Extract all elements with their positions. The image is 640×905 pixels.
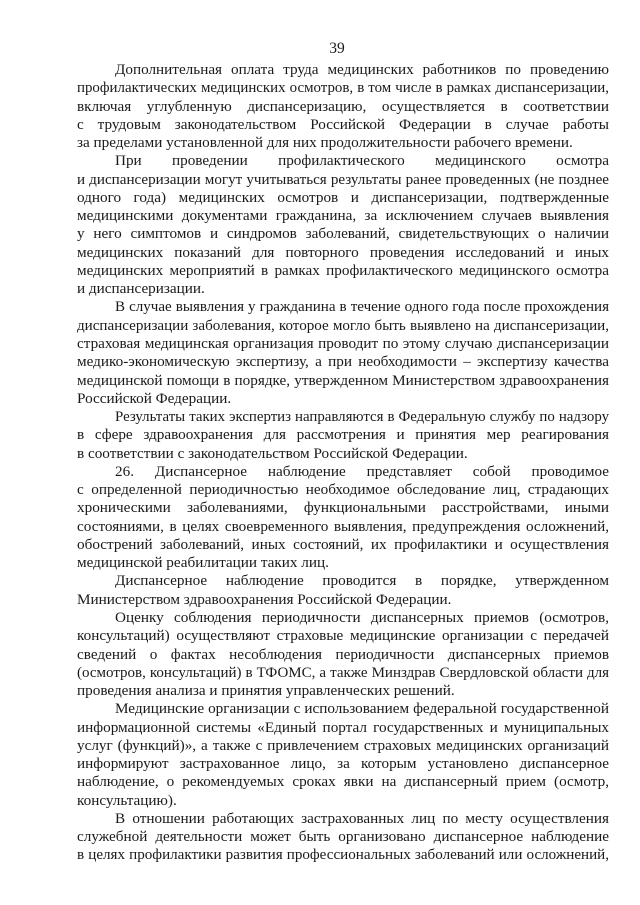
text-line: в соответствии с законодательством Российской Федерации. — [77, 444, 468, 462]
paragraph — [77, 700, 609, 810]
text-line: страховая медицинская организация проводит по этому случаю диспансеризации — [77, 334, 609, 352]
text-line: Диспансерное наблюдение проводится в порядке, утвержденном — [115, 572, 609, 590]
text-line: Результаты таких экспертиз направляются в Федеральную службу по надзору — [115, 409, 609, 426]
text-line: одного года) медицинских осмотров и диспансеризации, подтвержденные — [77, 188, 609, 206]
text-line: состояниями, в целях своевременного выявления, предупреждения осложнений, — [77, 517, 609, 535]
text-line: услуг (функций)», а также с привлечением страховых медицинских организаций — [77, 736, 609, 754]
paragraph — [77, 810, 609, 865]
text-line: медико-экономическую экспертизу, а при необходимости – экспертизу качества — [77, 353, 609, 371]
text-line: Медицинские организации с использованием федеральной государственной — [115, 700, 609, 718]
text-line: Дополнительная оплата труда медицинских работников по проведению — [115, 61, 609, 78]
text-line: в сфере здравоохранения для рассмотрения и принятия мер реагирования — [77, 426, 609, 444]
text-line: консультацию). — [77, 791, 177, 809]
paragraph — [77, 298, 609, 408]
text-line: информационной системы «Единый портал государственных и муниципальных — [77, 718, 609, 736]
text-line: консультаций) осуществляют страховые медицинские организации с передачей — [77, 627, 609, 645]
text-line: в целях профилактики развития профессиональных заболеваний или осложнений, — [77, 847, 609, 864]
text-line: медицинской реабилитации таких лиц. — [77, 554, 329, 572]
paragraph — [77, 572, 609, 609]
text-line: В отношении работающих застрахованных лиц по месту осуществления — [115, 809, 609, 827]
text-line: и диспансеризации. — [77, 280, 205, 298]
text-line: проведения анализа и принятия управленческих решений. — [77, 682, 455, 700]
paragraph — [77, 609, 609, 700]
text-line: медицинских мероприятий в рамках профилактического медицинского осмотра — [77, 261, 609, 279]
text-line: и диспансеризации могут учитываться результаты ранее проведенных (не позднее — [77, 171, 609, 188]
paragraph — [77, 408, 609, 463]
text-line: диспансеризации заболевания, которое могло быть выявлено на диспансеризации, — [77, 317, 609, 334]
text-line: При проведении профилактического медицинского осмотра — [115, 152, 609, 170]
text-line: медицинскими документами гражданина, за исключением случаев выявления — [77, 207, 609, 225]
text-line: 26. Диспансерное наблюдение представляет собой проводимое — [115, 462, 609, 480]
text-line: служебной деятельности может быть организовано диспансерное наблюдение — [77, 828, 609, 846]
text-line: обострений заболеваний, иных состояний, их профилактики и осуществления — [77, 535, 609, 553]
text-line: медицинских показаний для повторного проведения исследований и иных — [77, 243, 609, 261]
text-line: информируют застрахованное лицо, за которым установлено диспансерное — [77, 755, 609, 773]
text-line: с определенной периодичностью необходимое обследование лиц, страдающих — [77, 481, 609, 499]
page-number: 39 — [329, 40, 345, 57]
paragraph — [77, 152, 609, 298]
document-body — [77, 61, 609, 865]
text-line: наблюдение, о рекомендуемых сроках явки на диспансерный прием (осмотр, — [77, 773, 609, 791]
text-line: с трудовым законодательством Российской Федерации в случае работы — [77, 115, 609, 133]
text-line: Оценку соблюдения периодичности диспансерных приемов (осмотров, — [115, 608, 609, 626]
text-line: Министерством здравоохранения Российской Федерации. — [77, 590, 452, 608]
text-line: включая углубленную диспансеризацию, осуществляется в соответствии — [77, 97, 609, 115]
text-line: профилактических медицинских осмотров, в том числе в рамках диспансеризации, — [77, 80, 609, 97]
paragraph — [77, 61, 609, 152]
text-line: за пределами установленной для них продолжительности рабочего времени. — [77, 134, 573, 152]
text-line: у него симптомов и синдромов заболеваний, свидетельствующих о наличии — [77, 225, 609, 243]
text-line: сведений о фактах несоблюдения периодичности диспансерных приемов — [77, 645, 609, 663]
text-line: Российской Федерации. — [77, 389, 232, 407]
paragraph — [77, 463, 609, 573]
text-line: хроническими заболеваниями, функциональными расстройствами, иными — [77, 499, 609, 517]
text-line: (осмотров, консультаций) в ТФОМС, а также Минздрав Свердловской области для — [77, 664, 609, 681]
text-line: медицинской помощи в порядке, утвержденном Министерством здравоохранения — [77, 371, 609, 389]
text-line: В случае выявления у гражданина в течение одного года после прохождения — [115, 299, 609, 316]
